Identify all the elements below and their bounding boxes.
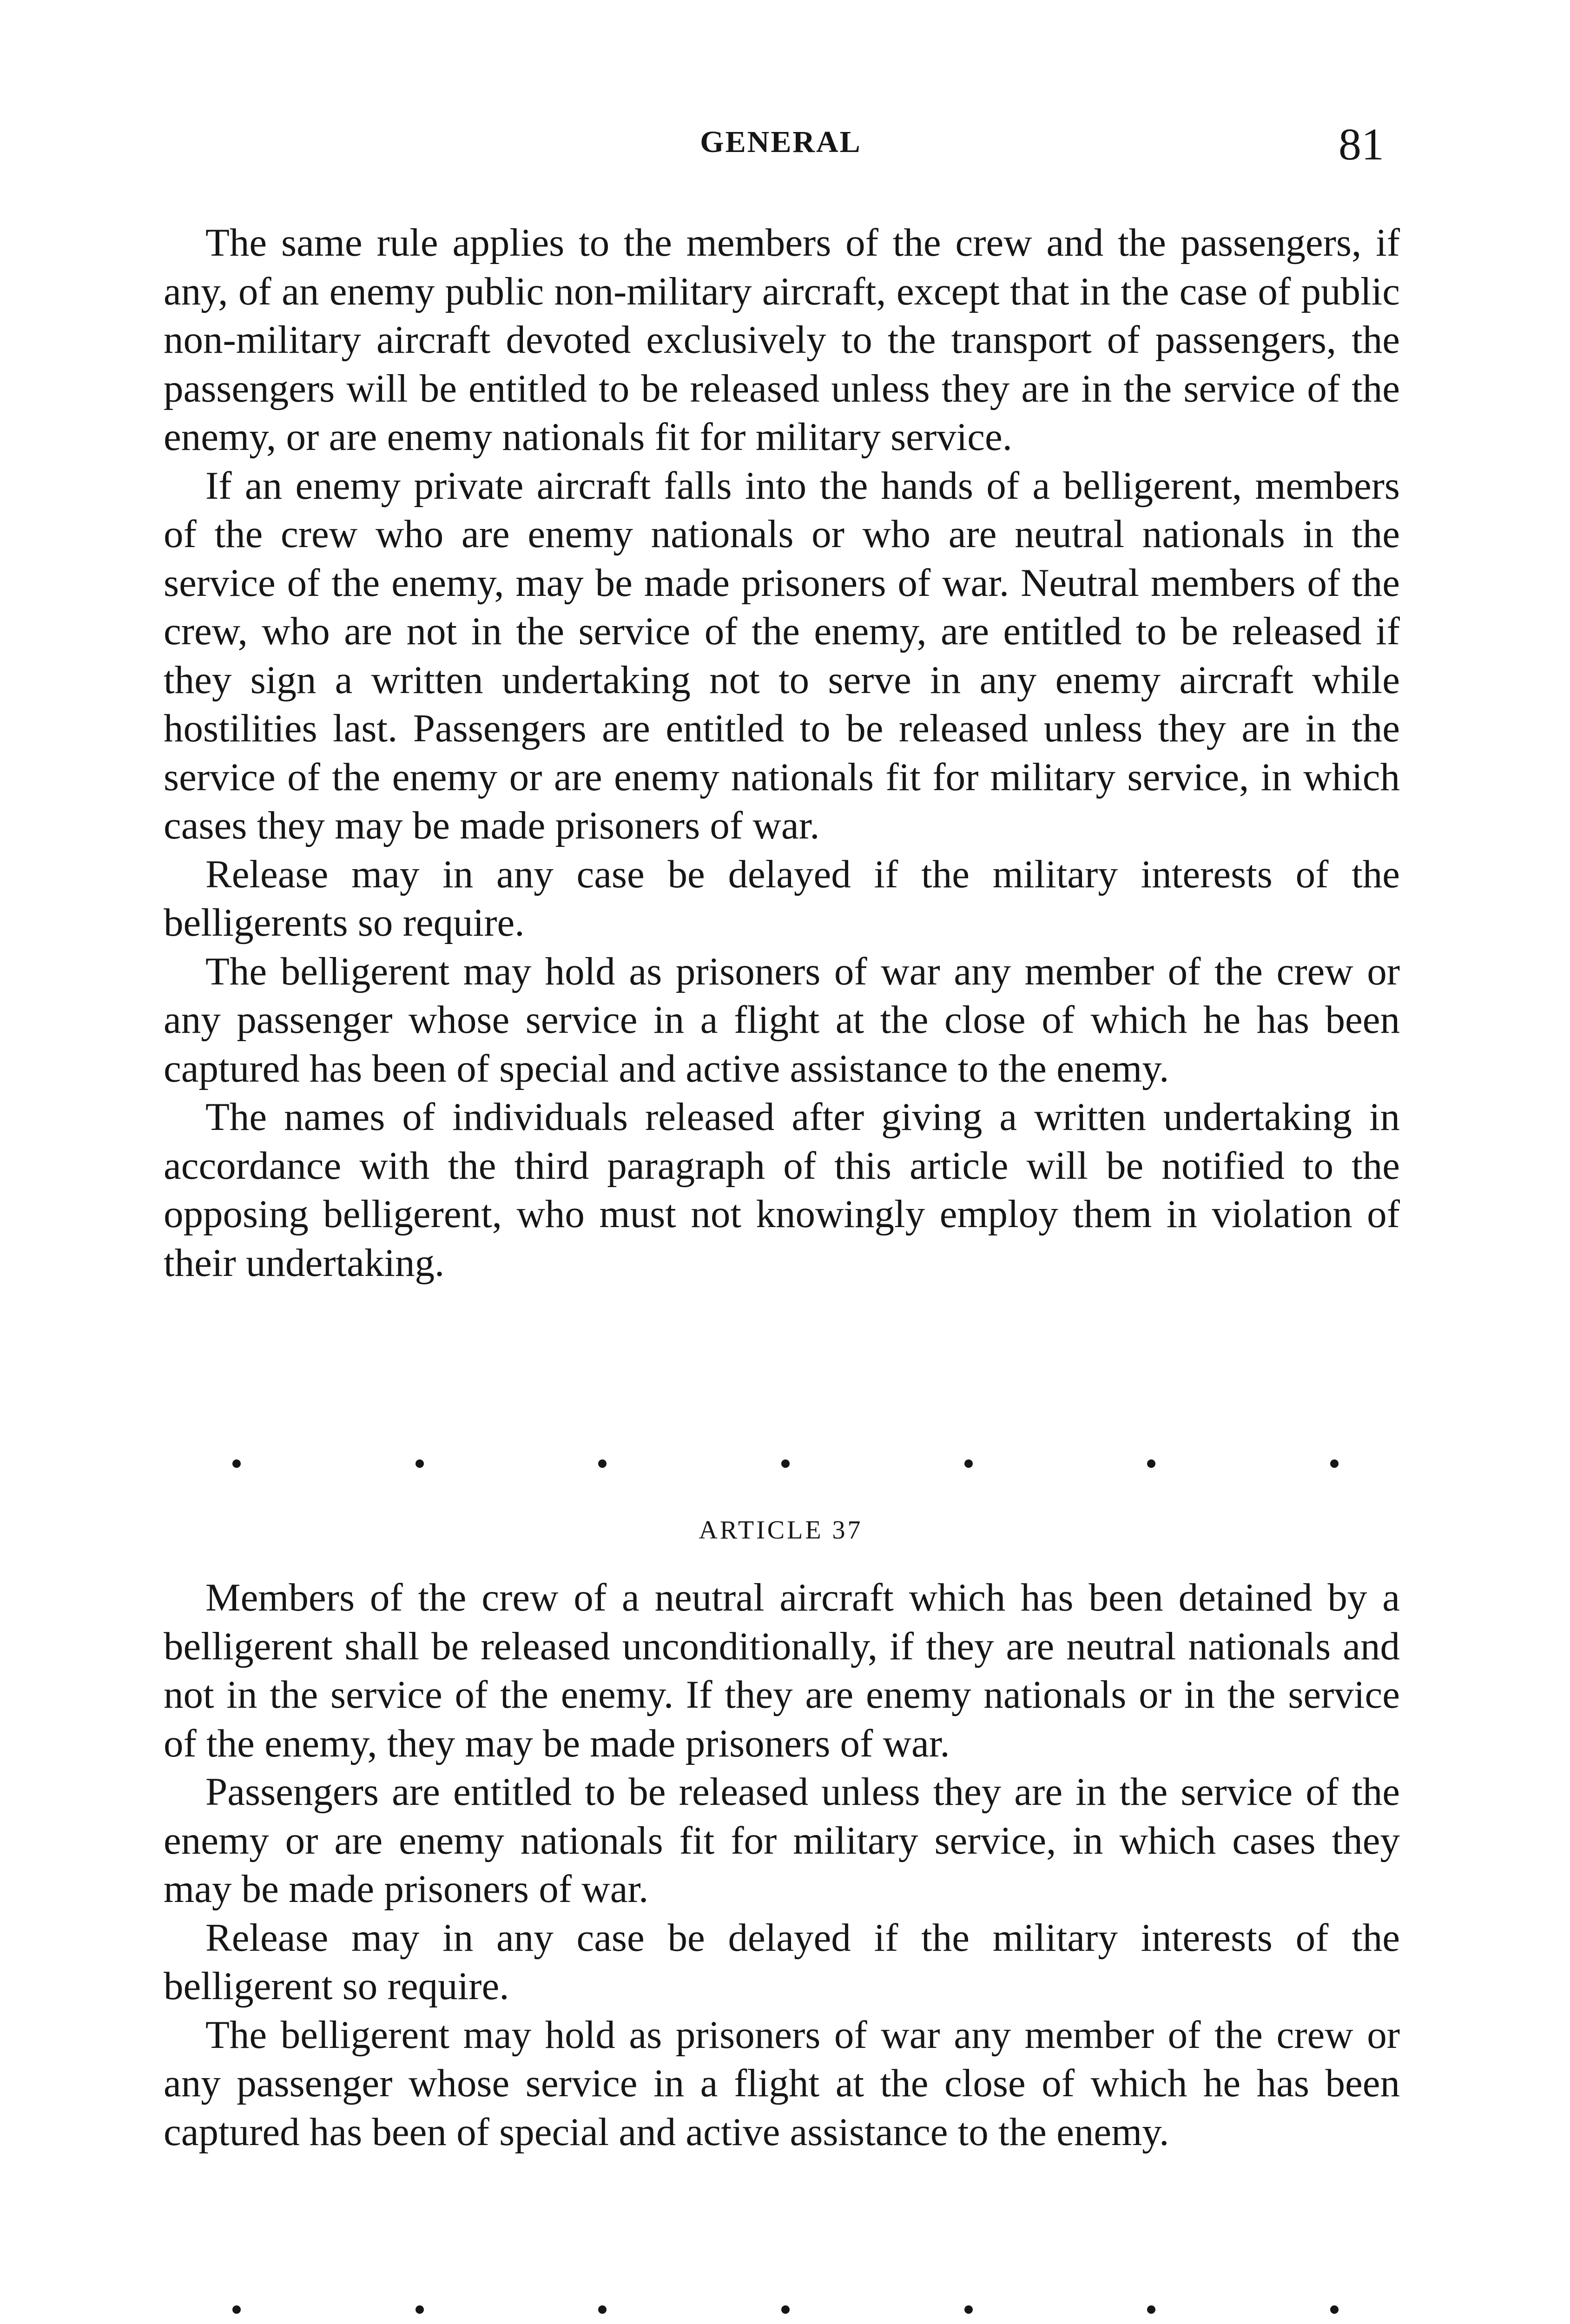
paragraph: If an enemy private aircraft falls into the hands of a belligerent, members of the crew who are enemy nationals or who are neutral nationals in the service of the enemy, may be made prisoners of war. Neutral members of the crew, who are not in the service of the enemy, are entitled to be released if they sign a written undertaking not to serve in any enemy aircraft while hostilities last. Passengers are entitled to be released unless they are in the service of the enemy or are enemy nationals fit for military service, in which cases they may be made prisoners of war. bbox=[164, 463, 1400, 847]
article-heading: ARTICLE 37 bbox=[699, 1516, 863, 1545]
section-1-text bbox=[164, 218, 1400, 1287]
ellipsis-dot bbox=[416, 1459, 424, 1468]
paragraph: The same rule applies to the members of the crew and the passengers, if any, of an enemy public non-military aircraft, except that in the case of public non-military aircraft devoted exclusively to the transport of passengers, the passengers will be entitled to be released unless they are in the service of the enemy, or are enemy nationals fit for military service. bbox=[164, 221, 1400, 459]
ellipsis-dot bbox=[598, 1459, 607, 1468]
running-title: GENERAL bbox=[700, 125, 862, 159]
page-number: 81 bbox=[1339, 119, 1384, 170]
ellipsis-dot bbox=[1147, 1459, 1155, 1468]
ellipsis-dot bbox=[1330, 1459, 1339, 1468]
ellipsis-separator bbox=[232, 2305, 1339, 2314]
ellipsis-dot bbox=[598, 2305, 607, 2314]
ellipsis-dot bbox=[232, 2305, 241, 2314]
ellipsis-dot bbox=[416, 2305, 424, 2314]
paragraph: Release may in any case be delayed if the military interests of the belligerent so require. bbox=[164, 1915, 1400, 2008]
paragraph: The belligerent may hold as prisoners of war any member of the crew or any passenger whose service in a flight at the close of which he has been captured has been of special and active assistance to the enemy. bbox=[164, 949, 1400, 1090]
ellipsis-dot bbox=[1147, 2305, 1155, 2314]
paragraph: The belligerent may hold as prisoners of war any member of the crew or any passenger whose service in a flight at the close of which he has been captured has been of special and active assistance to the enemy. bbox=[164, 2013, 1400, 2154]
ellipsis-dot bbox=[781, 2305, 790, 2314]
ellipsis-dot bbox=[781, 1459, 790, 1468]
section-2-text bbox=[164, 1573, 1400, 2156]
ellipsis-dot bbox=[1330, 2305, 1339, 2314]
ellipsis-dot bbox=[964, 2305, 973, 2314]
paragraph: The names of individuals released after giving a written undertaking in accordance with the third paragraph of this article will be notified to the opposing belligerent, who must not knowingly employ them in violation of their undertaking. bbox=[164, 1095, 1400, 1285]
ellipsis-dot bbox=[964, 1459, 973, 1468]
paragraph: Members of the crew of a neutral aircraft which has been detained by a belligerent shall be released unconditionally, if they are neutral nationals and not in the service of the enemy. If they are enemy nationals or in the service of the enemy, they may be made prisoners of war. bbox=[164, 1576, 1400, 1765]
ellipsis-separator bbox=[232, 1459, 1339, 1468]
ellipsis-dot bbox=[232, 1459, 241, 1468]
paragraph: Passengers are entitled to be released unless they are in the service of the enemy or are enemy nationals fit for military service, in which cases they may be made prisoners of war. bbox=[164, 1770, 1400, 1911]
paragraph: Release may in any case be delayed if the military interests of the belligerents so require. bbox=[164, 852, 1400, 944]
